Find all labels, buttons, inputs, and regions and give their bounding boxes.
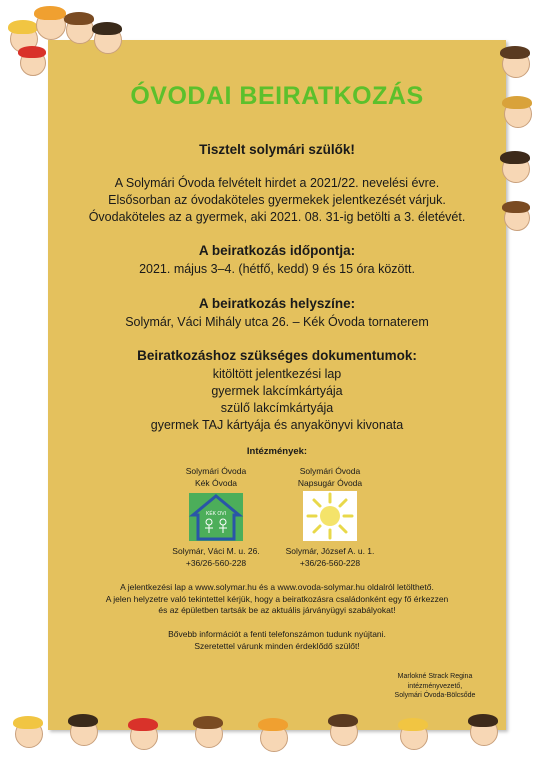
institution-kek-name <box>156 466 276 489</box>
doc-item: gyermek TAJ kártyája és anyakönyvi kivonata <box>150 418 404 432</box>
info-line: Szeretettel várunk minden érdeklődő szülőt! <box>194 640 360 651</box>
signature-org: Solymári Óvoda-Bölcsőde <box>394 692 476 699</box>
house-icon <box>189 493 243 541</box>
page-title: ÓVODAI BEIRATKOZÁS <box>130 82 424 110</box>
institution-napsugar-name <box>270 466 390 489</box>
signature-role: intézményvezető, <box>407 682 463 690</box>
institution-address: Solymár, József A. u. 1. <box>285 546 375 556</box>
signature-block <box>370 672 500 701</box>
institution-phone: +36/26-560-228 <box>299 557 361 568</box>
napsugar-ovoda-logo <box>303 491 357 541</box>
institution-phone: +36/26-560-228 <box>185 557 247 568</box>
note-line: A jelentkezési lap a www.solymar.hu és a www.ovoda-solymar.hu oldalról letölthető. <box>120 582 434 592</box>
date-heading: A beiratkozás időpontja: <box>198 243 356 258</box>
intro-line: Óvodaköteles az a gyermek, aki 2021. 08. 31-ig betölti a 3. életévét. <box>88 210 466 224</box>
date-text: 2021. május 3–4. (hétfő, kedd) 9 és 15 óra között. <box>139 262 415 276</box>
institution-subname: Kék Óvoda <box>194 477 238 488</box>
decorative-children-bottom <box>0 700 548 768</box>
intro-text <box>48 175 506 226</box>
institution-address: Solymár, Váci M. u. 26. <box>172 546 260 556</box>
institution-name: Solymári Óvoda <box>185 466 247 476</box>
info-text <box>48 629 506 652</box>
svg-text:KÉK OVI: KÉK OVI <box>205 511 227 517</box>
kek-ovoda-logo <box>189 493 243 541</box>
doc-item: kitöltött jelentkezési lap <box>212 367 342 381</box>
intro-line: Elsősorban az óvodaköteles gyermekek jelentkezését várjuk. <box>108 193 446 207</box>
institution-napsugar-address <box>270 546 390 569</box>
place-text: Solymár, Váci Mihály utca 26. – Kék Óvoda tornaterem <box>125 315 429 329</box>
notes-text <box>48 582 506 617</box>
doc-item: gyermek lakcímkártyája <box>211 384 343 398</box>
greeting: Tisztelt solymári szülők! <box>199 142 355 157</box>
signature-name: Marlokné Strack Regina <box>397 673 473 680</box>
docs-heading: Beiratkozáshoz szükséges dokumentumok: <box>137 348 417 363</box>
sun-icon <box>303 491 357 541</box>
place-heading: A beiratkozás helyszíne: <box>198 296 356 311</box>
institution-subname: Napsugár Óvoda <box>297 477 363 488</box>
docs-list <box>48 366 506 434</box>
institution-name: Solymári Óvoda <box>299 466 361 476</box>
institution-kek-address <box>156 546 276 569</box>
decorative-children-top-left <box>0 0 150 80</box>
intro-line: A Solymári Óvoda felvételt hirdet a 2021/22. nevelési évre. <box>114 176 440 190</box>
info-line: Bővebb információt a fenti telefonszámon tudunk nyújtani. <box>168 629 386 639</box>
note-line: és az épületben tartsák be az aktuális járványügyi szabályokat! <box>158 605 396 615</box>
note-line: A jelen helyzetre való tekintettel kérjük, hogy a beiratkozásra családonként egy fő érkezzen <box>105 593 449 604</box>
doc-item: szülő lakcímkártyája <box>220 401 334 415</box>
institutions-heading: Intézmények: <box>246 446 308 457</box>
